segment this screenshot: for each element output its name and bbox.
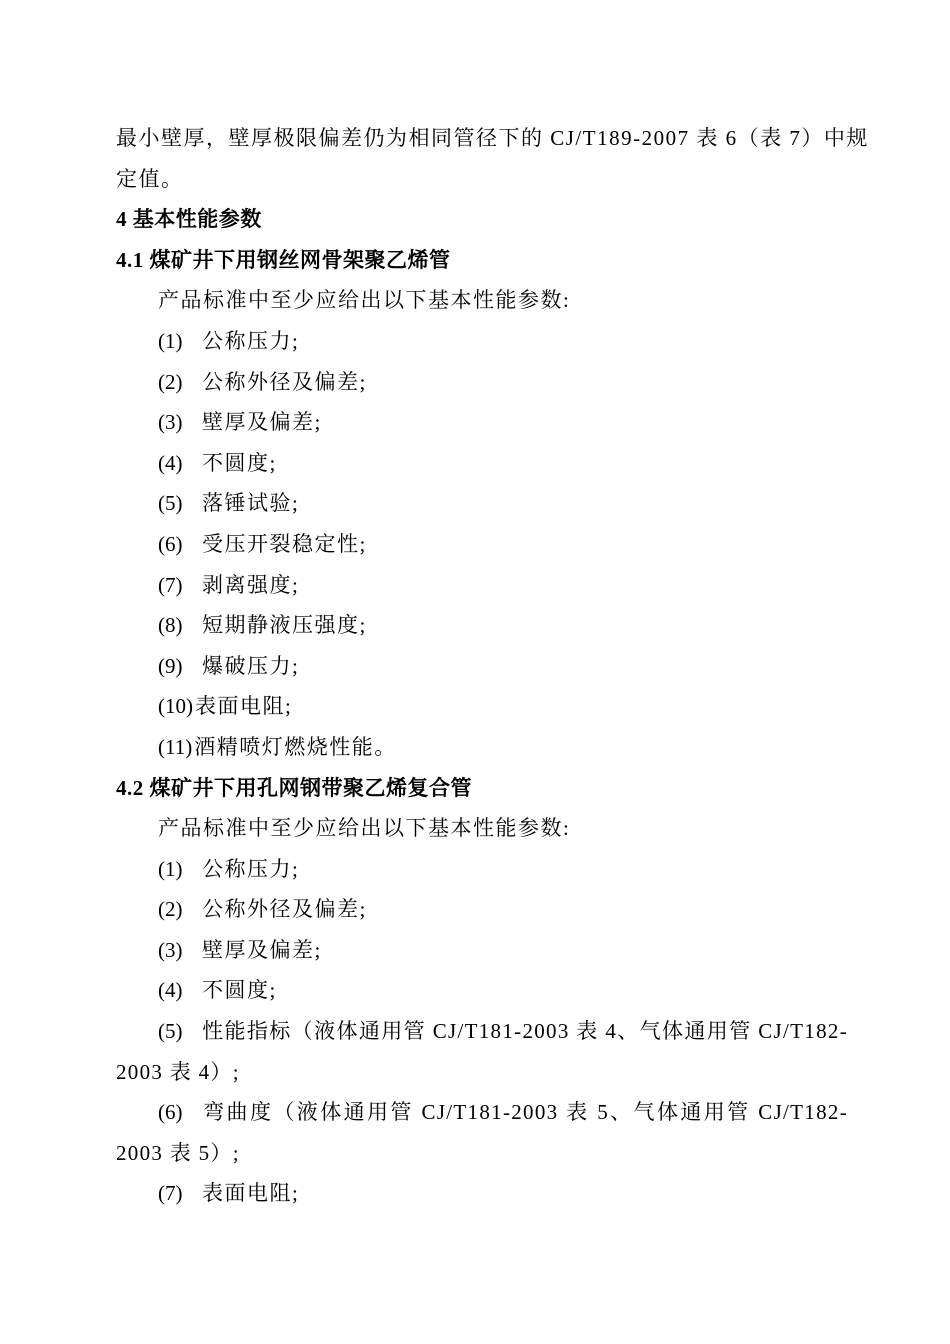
document-page: [116, 118, 869, 1214]
list-item: (10)表面电阻;: [158, 694, 293, 719]
list-item: (11)酒精喷灯燃烧性能。: [158, 734, 397, 759]
list-item: (4) 不圆度;: [158, 978, 277, 1003]
list-item: (8) 短期静液压强度;: [158, 613, 367, 638]
list-item: (5) 性能指标（液体通用管 CJ/T181-2003 表 4、气体通用管 CJ/T182-2003 表 4）;: [116, 1019, 848, 1084]
list-item: (7) 表面电阻;: [158, 1181, 300, 1206]
intro-line-2: 定值。: [116, 166, 184, 191]
section-4-2-lead: 产品标准中至少应给出以下基本性能参数:: [158, 816, 571, 841]
list-item: (5) 落锤试验;: [158, 491, 300, 516]
section-4-heading: 4 基本性能参数: [116, 207, 262, 232]
list-item: (1) 公称压力;: [158, 856, 300, 881]
section-4-1-list: [116, 321, 848, 768]
list-item: (3) 壁厚及偏差;: [158, 937, 322, 962]
list-item: (9) 爆破压力;: [158, 653, 300, 678]
list-item: (3) 壁厚及偏差;: [158, 410, 322, 435]
section-4-1-heading: 4.1 煤矿井下用钢丝网骨架聚乙烯管: [116, 247, 451, 272]
list-item: (7) 剥离强度;: [158, 572, 300, 597]
list-item: (2) 公称外径及偏差;: [158, 369, 367, 394]
intro-line-1: 最小壁厚，壁厚极限偏差仍为相同管径下的 CJ/T189-2007 表 6（表 7）中规: [116, 126, 869, 150]
list-item: (1) 公称压力;: [158, 328, 300, 353]
section-4-1-lead: 产品标准中至少应给出以下基本性能参数:: [158, 288, 571, 313]
section-4-2-list: [116, 849, 848, 1214]
list-item: (2) 公称外径及偏差;: [158, 897, 367, 922]
list-item: (6) 弯曲度（液体通用管 CJ/T181-2003 表 5、气体通用管 CJ/T182-2003 表 5）;: [116, 1100, 848, 1165]
list-item: (4) 不圆度;: [158, 450, 277, 475]
list-item: (6) 受压开裂稳定性;: [158, 531, 367, 556]
section-4-2-heading: 4.2 煤矿井下用孔网钢带聚乙烯复合管: [116, 775, 472, 800]
